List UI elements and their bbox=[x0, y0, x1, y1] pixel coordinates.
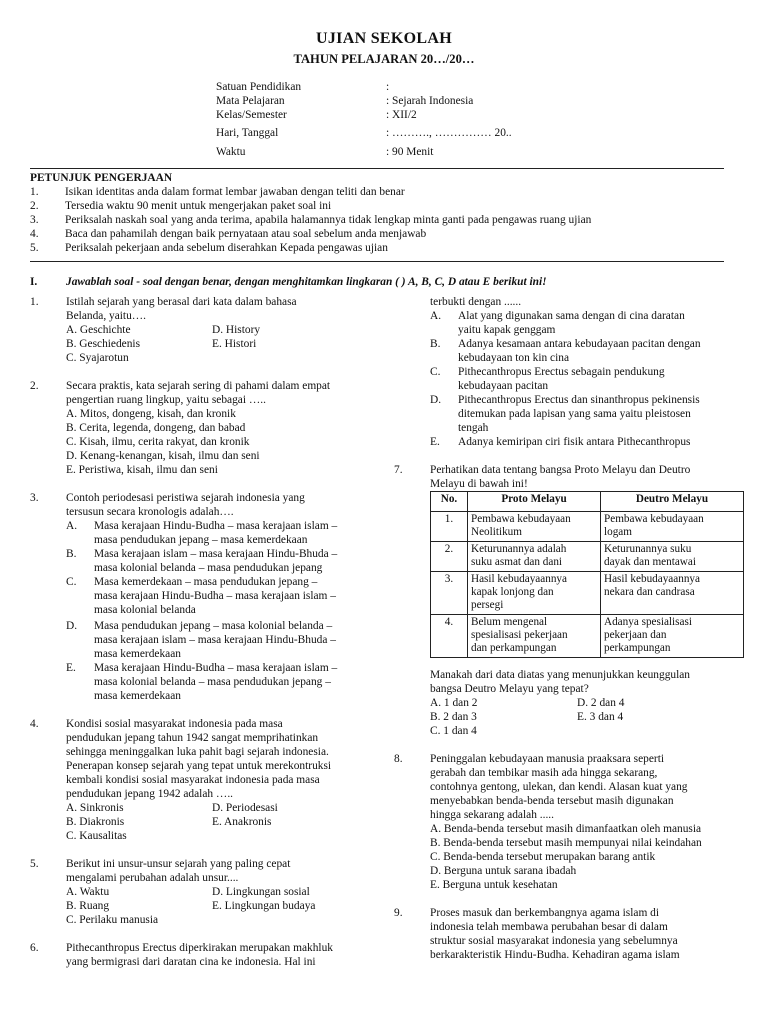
answer-option-text[interactable]: kebudayaan ton kin cina bbox=[458, 352, 570, 364]
answer-option-text[interactable]: Masa kerajaan islam – masa kerajaan Hindu-Bhuda – bbox=[94, 548, 338, 560]
question-number: 6. bbox=[30, 942, 39, 954]
question-text: gerabah dan tembikar masih ada hingga sekarang, bbox=[430, 767, 658, 779]
table-cell-deutro bbox=[601, 542, 744, 572]
answer-option[interactable]: A. Mitos, dongeng, kisah, dan kronik bbox=[66, 408, 236, 420]
instructions-title: PETUNJUK PENGERJAAN bbox=[30, 172, 173, 184]
answer-option[interactable]: B. Benda-benda tersebut masih mempunyai nilai keindahan bbox=[430, 837, 702, 849]
identity-label: Kelas/Semester bbox=[216, 109, 287, 121]
answer-option-letter[interactable]: E. bbox=[66, 662, 76, 674]
answer-option-text[interactable]: masa kolonial belanda – masa pendudukan jepang bbox=[94, 562, 323, 574]
answer-option[interactable]: A. 1 dan 2 bbox=[430, 697, 478, 709]
question-text: Manakah dari data diatas yang menunjukkan keunggulan bbox=[430, 669, 691, 681]
question-text: indonesia telah membawa perubahan besar di dalam bbox=[430, 921, 668, 933]
cell-line: spesialisasi pekerjaan bbox=[471, 629, 568, 641]
answer-option[interactable]: D. Lingkungan sosial bbox=[212, 886, 310, 898]
instruction-number: 5. bbox=[30, 242, 39, 254]
answer-option[interactable]: B. Geschiedenis bbox=[66, 338, 141, 350]
table-row bbox=[431, 572, 744, 615]
answer-option[interactable]: E. Peristiwa, kisah, ilmu dan seni bbox=[66, 464, 218, 476]
answer-option[interactable]: C. Kausalitas bbox=[66, 830, 127, 842]
question-text: bangsa Deutro Melayu yang tepat? bbox=[430, 683, 589, 695]
answer-option-letter[interactable]: D. bbox=[66, 620, 78, 632]
question-number: 3. bbox=[30, 492, 39, 504]
table-cell-proto bbox=[468, 542, 601, 572]
section-number: I. bbox=[30, 276, 38, 288]
table-cell-proto bbox=[468, 512, 601, 542]
table-cell-deutro bbox=[601, 512, 744, 542]
answer-option-text[interactable]: yaitu kapak genggam bbox=[458, 324, 556, 336]
answer-option[interactable]: A. Benda-benda tersebut masih dimanfaatkan oleh manusia bbox=[430, 823, 702, 835]
answer-option-letter[interactable]: C. bbox=[66, 576, 77, 588]
question-number: 1. bbox=[30, 296, 39, 308]
cell-line: suku asmat dan dani bbox=[471, 556, 563, 568]
answer-option[interactable]: B. 2 dan 3 bbox=[430, 711, 477, 723]
answer-option-text[interactable]: ditemukan pada lapisan yang sama yaitu pleistosen bbox=[458, 408, 691, 420]
question-text: Belanda, yaitu…. bbox=[66, 310, 147, 322]
identity-label: Waktu bbox=[216, 146, 246, 158]
answer-option[interactable]: D. Berguna untuk sarana ibadah bbox=[430, 865, 577, 877]
answer-option[interactable]: C. 1 dan 4 bbox=[430, 725, 477, 737]
cell-line: Hasil kebudayaannya bbox=[471, 573, 567, 585]
question-text: berkarakteristik Hindu-Budha. Kehadiran agama islam bbox=[430, 949, 680, 961]
column-header: Deutro Melayu bbox=[601, 492, 744, 512]
answer-option-text[interactable]: masa kolonial belanda bbox=[94, 604, 196, 616]
cell-line: pekerjaan dan bbox=[604, 629, 667, 641]
instruction-number: 3. bbox=[30, 214, 39, 226]
cell-line: Adanya spesialisasi bbox=[604, 616, 692, 628]
answer-option-text[interactable]: masa pendudukan jepang – masa kemerdekaan bbox=[94, 534, 308, 546]
answer-option-text[interactable]: masa kerajaan islam – masa kerajaan Hindu-Bhuda – bbox=[94, 634, 336, 646]
cell-line: Neolitikum bbox=[471, 526, 522, 538]
instruction-text: Periksalah pekerjaan anda sebelum diserahkan Kepada pengawas ujian bbox=[65, 242, 388, 254]
identity-value: : XII/2 bbox=[386, 109, 417, 121]
instruction-number: 4. bbox=[30, 228, 39, 240]
answer-option-text[interactable]: Masa kerajaan Hindu-Budha – masa kerajaan islam – bbox=[94, 520, 338, 532]
answer-option-letter[interactable]: A. bbox=[66, 520, 78, 532]
exam-subtitle: TAHUN PELAJARAN 20…/20… bbox=[293, 52, 475, 66]
cell-line: nekara dan candrasa bbox=[604, 586, 695, 598]
divider bbox=[30, 261, 724, 262]
answer-option[interactable]: A. Sinkronis bbox=[66, 802, 124, 814]
question-text: menyebabkan benda-benda tersebut masih digunakan bbox=[430, 795, 674, 807]
table-cell-deutro bbox=[601, 615, 744, 658]
answer-option[interactable]: C. Kisah, ilmu, cerita rakyat, dan kronik bbox=[66, 436, 250, 448]
divider bbox=[30, 168, 724, 169]
identity-value: : ………., …………… 20.. bbox=[386, 127, 512, 139]
instruction-item bbox=[30, 228, 730, 242]
answer-option-text[interactable]: Pithecanthropus Erectus dan sinanthropus pekinensis bbox=[458, 394, 700, 406]
table-cell-no: 3. bbox=[431, 572, 468, 615]
question-text: Peninggalan kebudayaan manusia praaksara seperti bbox=[430, 753, 665, 765]
comparison-table bbox=[430, 491, 744, 658]
question-text: Proses masuk dan berkembangnya agama islam di bbox=[430, 907, 660, 919]
answer-option-letter[interactable]: E. bbox=[430, 436, 440, 448]
answer-option-text[interactable]: Masa kerajaan Hindu-Budha – masa kerajaan islam – bbox=[94, 662, 338, 674]
cell-line: logam bbox=[604, 526, 632, 538]
instruction-number: 1. bbox=[30, 186, 39, 198]
answer-option[interactable]: D. Periodesasi bbox=[212, 802, 278, 814]
answer-option[interactable]: B. Ruang bbox=[66, 900, 110, 912]
cell-line: Keturunannya suku bbox=[604, 543, 692, 555]
question-text: pengertian ruang lingkup, yaitu sebagai ….. bbox=[66, 394, 266, 406]
identity-row bbox=[216, 146, 736, 160]
table-cell-no: 1. bbox=[431, 512, 468, 542]
table-header-row bbox=[431, 492, 744, 512]
table-cell-deutro bbox=[601, 572, 744, 615]
answer-option[interactable]: B. Cerita, legenda, dongeng, dan babad bbox=[66, 422, 246, 434]
answer-option[interactable]: B. Diakronis bbox=[66, 816, 125, 828]
cell-line: dan perkampungan bbox=[471, 642, 557, 654]
column-header: No. bbox=[431, 492, 468, 512]
cell-line: Keturunannya adalah bbox=[471, 543, 567, 555]
question-text: contohnya gentong, ulekan, dan kendi. Alasan kuat yang bbox=[430, 781, 688, 793]
instruction-item bbox=[30, 214, 730, 228]
answer-option[interactable]: E. 3 dan 4 bbox=[577, 711, 624, 723]
question-text: Secara praktis, kata sejarah sering di pahami dalam empat bbox=[66, 380, 331, 392]
instruction-text: Tersedia waktu 90 menit untuk mengerjakan paket soal ini bbox=[65, 200, 332, 212]
answer-option-text[interactable]: masa kerajaan Hindu-Budha – masa kerajaan islam – bbox=[94, 590, 336, 602]
answer-option-text[interactable]: Masa pendudukan jepang – masa kolonial belanda – bbox=[94, 620, 333, 632]
cell-line: dayak dan mentawai bbox=[604, 556, 696, 568]
question-number: 8. bbox=[394, 753, 403, 765]
question-number: 7. bbox=[394, 464, 403, 476]
answer-option[interactable]: E. Anakronis bbox=[212, 816, 272, 828]
identity-value: : bbox=[386, 81, 390, 93]
question-number: 4. bbox=[30, 718, 39, 730]
question-text: tersusun secara kronologis adalah…. bbox=[66, 506, 234, 518]
table-row bbox=[431, 512, 744, 542]
answer-option-letter[interactable]: B. bbox=[66, 548, 77, 560]
answer-option-text[interactable]: Pithecanthropus Erectus sebagain pendukung bbox=[458, 366, 665, 378]
cell-line: perkampungan bbox=[604, 642, 671, 654]
answer-option-text[interactable]: tengah bbox=[458, 422, 489, 434]
exam-title: UJIAN SEKOLAH bbox=[316, 30, 452, 47]
table-cell-proto bbox=[468, 572, 601, 615]
question-text: Istilah sejarah yang berasal dari kata dalam bahasa bbox=[66, 296, 297, 308]
instruction-item bbox=[30, 242, 730, 256]
question-text: terbukti dengan ...... bbox=[430, 296, 522, 308]
question-text: yang bermigrasi dari daratan cina ke indonesia. Hal ini bbox=[66, 956, 316, 968]
instruction-text: Baca dan pahamilah dengan baik pernyataan atau soal sebelum anda menjawab bbox=[65, 228, 427, 240]
question-text: pendudukan jepang tahun 1942 sangat memprihatinkan bbox=[66, 732, 319, 744]
question-text: Kondisi sosial masyarakat indonesia pada masa bbox=[66, 718, 283, 730]
answer-option-letter[interactable]: C. bbox=[430, 366, 441, 378]
answer-option[interactable]: D. History bbox=[212, 324, 261, 336]
cell-line: Pembawa kebudayaan bbox=[604, 513, 704, 525]
identity-row bbox=[216, 127, 736, 141]
question-number: 5. bbox=[30, 858, 39, 870]
question-text: sehingga meninggalkan luka pahit bagi sejarah indonesia. bbox=[66, 746, 329, 758]
identity-row bbox=[216, 109, 736, 123]
question-text: kembali kondisi sosial masyarakat indonesia pada masa bbox=[66, 774, 320, 786]
question-text: struktur sosial masyarakat indonesia yang sebelumnya bbox=[430, 935, 678, 947]
answer-option-text[interactable]: Adanya kemiripan ciri fisik antara Pithecanthropus bbox=[458, 436, 691, 448]
answer-option[interactable]: C. Benda-benda tersebut merupakan barang antik bbox=[430, 851, 656, 863]
cell-line: kapak lonjong dan bbox=[471, 586, 554, 598]
identity-label: Satuan Pendidikan bbox=[216, 81, 302, 93]
answer-option-text[interactable]: masa kemerdekaan bbox=[94, 648, 181, 660]
question-text: Perhatikan data tentang bangsa Proto Melayu dan Deutro bbox=[430, 464, 691, 476]
answer-option-letter[interactable]: A. bbox=[430, 310, 442, 322]
identity-row bbox=[216, 81, 736, 95]
question-text: pendudukan jepang 1942 adalah ….. bbox=[66, 788, 234, 800]
answer-option[interactable]: D. Kenang-kenangan, kisah, ilmu dan seni bbox=[66, 450, 260, 462]
table-cell-no: 2. bbox=[431, 542, 468, 572]
answer-option[interactable]: D. 2 dan 4 bbox=[577, 697, 625, 709]
instruction-item bbox=[30, 186, 730, 200]
question-text: Melayu di bawah ini! bbox=[430, 478, 528, 490]
question-number: 2. bbox=[30, 380, 39, 392]
answer-option-text[interactable]: masa kemerdekaan bbox=[94, 690, 181, 702]
question-text: Penerapan konsep sejarah yang tepat untuk merekontruksi bbox=[66, 760, 332, 772]
question-text: Pithecanthropus Erectus diperkirakan merupakan makhluk bbox=[66, 942, 333, 954]
answer-option-text[interactable]: kebudayaan pacitan bbox=[458, 380, 549, 392]
answer-option[interactable]: A. Geschichte bbox=[66, 324, 131, 336]
identity-row bbox=[216, 95, 736, 109]
identity-value: : Sejarah Indonesia bbox=[386, 95, 474, 107]
table-row bbox=[431, 542, 744, 572]
identity-label: Mata Pelajaran bbox=[216, 95, 285, 107]
identity-label: Hari, Tanggal bbox=[216, 127, 279, 139]
answer-option[interactable]: C. Perilaku manusia bbox=[66, 914, 159, 926]
answer-option-letter[interactable]: D. bbox=[430, 394, 442, 406]
answer-option-text[interactable]: masa kolonial belanda – masa pendudukan jepang – bbox=[94, 676, 331, 688]
answer-option-letter[interactable]: B. bbox=[430, 338, 441, 350]
instruction-item bbox=[30, 200, 730, 214]
column-header: Proto Melayu bbox=[468, 492, 601, 512]
section-instruction: Jawablah soal - soal dengan benar, dengan menghitamkan lingkaran ( ) A, B, C, D atau E berikut ini! bbox=[66, 276, 547, 288]
cell-line: Belum mengenal bbox=[471, 616, 548, 628]
instruction-number: 2. bbox=[30, 200, 39, 212]
answer-option[interactable]: C. Syajarotun bbox=[66, 352, 129, 364]
table-row bbox=[431, 615, 744, 658]
question-text: Contoh periodesasi peristiwa sejarah indonesia yang bbox=[66, 492, 305, 504]
cell-line: Hasil kebudayaannya bbox=[604, 573, 700, 585]
question-text: mengalami perubahan adalah unsur.... bbox=[66, 872, 239, 884]
cell-line: Pembawa kebudayaan bbox=[471, 513, 571, 525]
question-text: Berikut ini unsur-unsur sejarah yang paling cepat bbox=[66, 858, 291, 870]
table-cell-no: 4. bbox=[431, 615, 468, 658]
cell-line: persegi bbox=[471, 599, 504, 611]
answer-option-text[interactable]: Adanya kesamaan antara kebudayaan pacitan dengan bbox=[458, 338, 701, 350]
answer-option[interactable]: A. Waktu bbox=[66, 886, 110, 898]
answer-option-text[interactable]: Masa kemerdekaan – masa pendudukan jepang – bbox=[94, 576, 318, 588]
identity-value: : 90 Menit bbox=[386, 146, 434, 158]
answer-option[interactable]: E. Lingkungan budaya bbox=[212, 900, 316, 912]
answer-option[interactable]: E. Berguna untuk kesehatan bbox=[430, 879, 558, 891]
answer-option-text[interactable]: Alat yang digunakan sama dengan di cina daratan bbox=[458, 310, 685, 322]
instruction-text: Isikan identitas anda dalam format lembar jawaban dengan teliti dan benar bbox=[65, 186, 405, 198]
instruction-text: Periksalah naskah soal yang anda terima, apabila halamannya tidak lengkap minta ganti pada pengawas ruang ujian bbox=[65, 214, 592, 226]
question-text: hingga sekarang adalah ..... bbox=[430, 809, 554, 821]
table-cell-proto bbox=[468, 615, 601, 658]
answer-option[interactable]: E. Histori bbox=[212, 338, 257, 350]
question-number: 9. bbox=[394, 907, 403, 919]
